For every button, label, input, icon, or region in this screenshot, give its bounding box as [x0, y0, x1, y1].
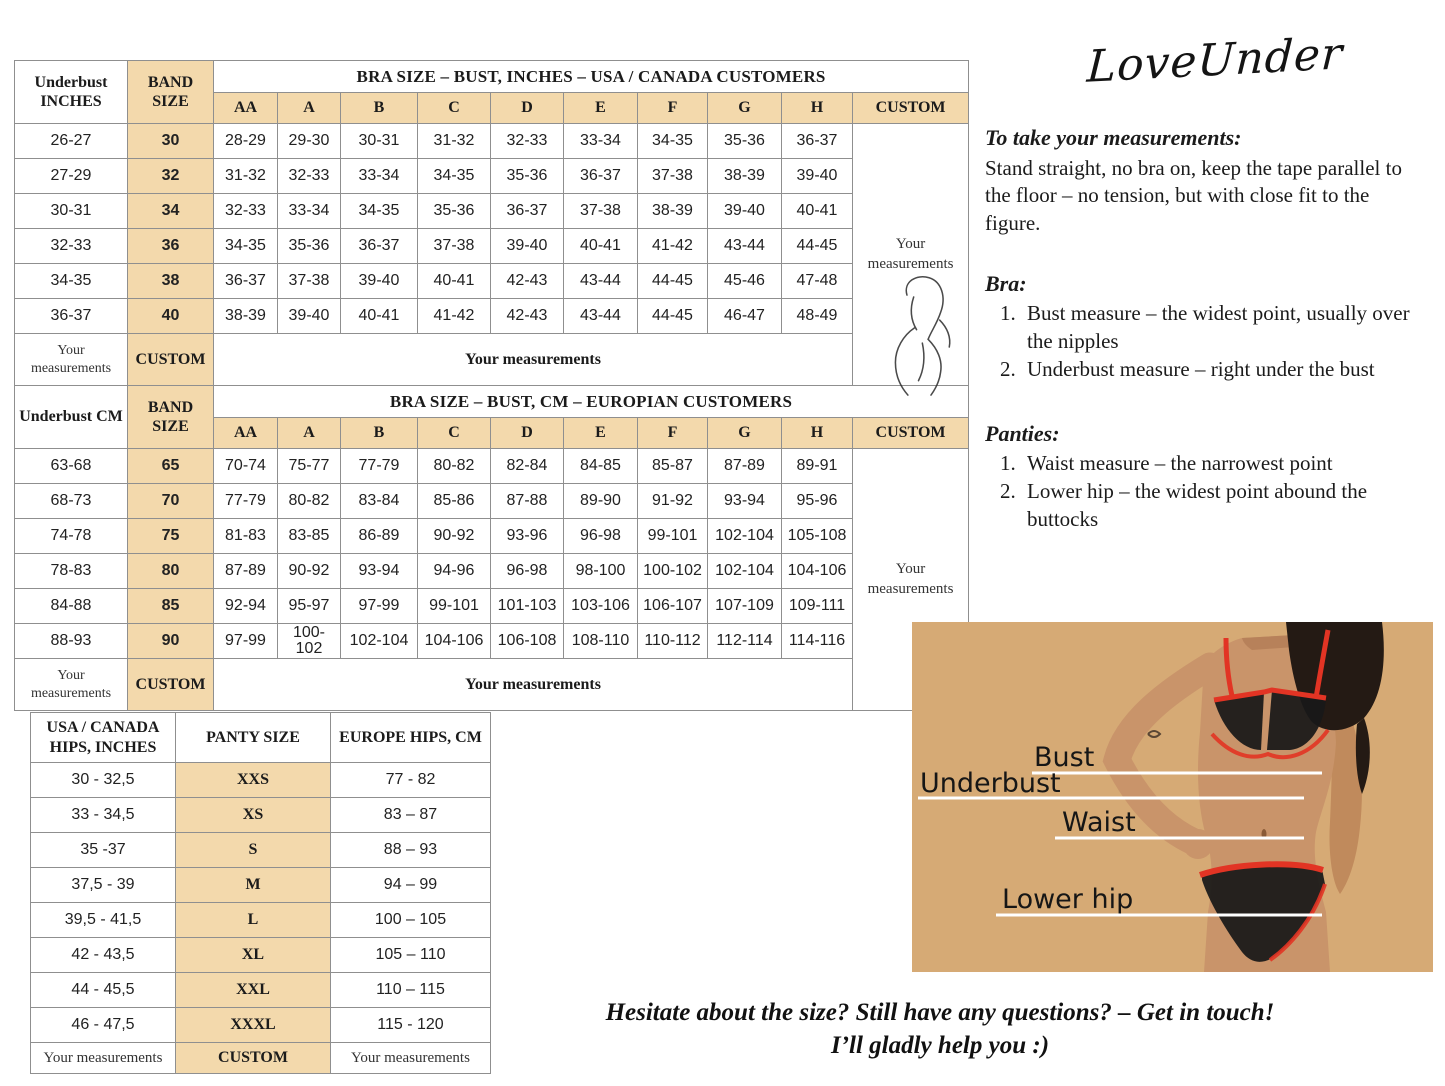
bra-size-row — [15, 299, 969, 334]
bust-label: Bust — [1034, 742, 1095, 773]
band-size-cell: 90 — [128, 624, 214, 659]
underbust-range-cell: 36-37 — [15, 299, 128, 334]
bra-size-row — [15, 449, 969, 484]
cup-bust-range-cell: 87-88 — [491, 484, 564, 519]
cup-size-header: F — [638, 93, 708, 124]
cup-bust-range-cell: 92-94 — [214, 589, 278, 624]
panty-size-row — [31, 868, 491, 903]
band-size-column-header: BAND SIZE — [128, 386, 214, 449]
cup-bust-range-cell: 32-33 — [278, 159, 341, 194]
panty-size-cell: XS — [176, 798, 331, 833]
your-measurements-cell: Your measurements — [31, 1043, 176, 1074]
measurement-guide-photo — [912, 622, 1433, 972]
cup-bust-range-cell: 93-94 — [341, 554, 418, 589]
cup-bust-range-cell: 91-92 — [638, 484, 708, 519]
bra-size-table-cm — [14, 385, 969, 711]
cup-size-header: A — [278, 418, 341, 449]
cup-bust-range-cell: 100-102 — [638, 554, 708, 589]
bra-size-row — [15, 624, 969, 659]
table-header-row — [15, 386, 969, 418]
hips-cm-cell: 77 - 82 — [331, 763, 491, 798]
cup-bust-range-cell: 44-45 — [638, 264, 708, 299]
lower-hip-label: Lower hip — [1002, 884, 1134, 915]
cup-size-header: AA — [214, 418, 278, 449]
panty-size-cell: XXL — [176, 973, 331, 1008]
bra-size-table-inches — [14, 60, 969, 386]
cup-size-header: F — [638, 418, 708, 449]
cup-bust-range-cell: 77-79 — [214, 484, 278, 519]
bra-size-row — [15, 264, 969, 299]
cup-bust-range-cell: 77-79 — [341, 449, 418, 484]
underbust-range-cell: 34-35 — [15, 264, 128, 299]
cup-bust-range-cell: 40-41 — [341, 299, 418, 334]
bra-size-row — [15, 519, 969, 554]
cup-bust-range-cell: 87-89 — [214, 554, 278, 589]
cup-bust-range-cell: 40-41 — [564, 229, 638, 264]
cup-bust-range-cell: 103-106 — [564, 589, 638, 624]
cup-bust-range-cell: 82-84 — [491, 449, 564, 484]
cup-bust-range-cell: 33-34 — [564, 124, 638, 159]
hips-cm-cell: 110 – 115 — [331, 973, 491, 1008]
contact-note — [450, 996, 1430, 1062]
cup-bust-range-cell: 39-40 — [782, 159, 853, 194]
cup-bust-range-cell: 43-44 — [564, 264, 638, 299]
cup-bust-range-cell: 98-100 — [564, 554, 638, 589]
cup-bust-range-cell: 38-39 — [638, 194, 708, 229]
band-size-cell: 38 — [128, 264, 214, 299]
band-size-cell: 75 — [128, 519, 214, 554]
cup-bust-range-cell: 34-35 — [418, 159, 491, 194]
hips-cm-cell: 115 - 120 — [331, 1008, 491, 1043]
table-footer-row — [31, 1043, 491, 1074]
cup-bust-range-cell: 31-32 — [214, 159, 278, 194]
cup-bust-range-cell: 112-114 — [708, 624, 782, 659]
instructions-heading: To take your measurements: — [985, 125, 1242, 150]
cup-bust-range-cell: 39-40 — [708, 194, 782, 229]
cup-bust-range-cell: 96-98 — [564, 519, 638, 554]
band-size-cell: 70 — [128, 484, 214, 519]
cup-size-header: B — [341, 93, 418, 124]
underbust-range-cell: 84-88 — [15, 589, 128, 624]
cup-bust-range-cell: 30-31 — [341, 124, 418, 159]
cup-size-header: G — [708, 418, 782, 449]
cup-bust-range-cell: 97-99 — [214, 624, 278, 659]
bra-size-row — [15, 484, 969, 519]
hips-inches-cell: 30 - 32,5 — [31, 763, 176, 798]
underbust-column-header: Underbust CM — [15, 386, 128, 449]
panty-size-row — [31, 973, 491, 1008]
underbust-range-cell: 74-78 — [15, 519, 128, 554]
underbust-range-cell: 30-31 — [15, 194, 128, 229]
underbust-label: Underbust — [920, 768, 1061, 799]
cup-bust-range-cell: 99-101 — [418, 589, 491, 624]
cup-size-header: E — [564, 418, 638, 449]
cup-bust-range-cell: 107-109 — [708, 589, 782, 624]
cup-bust-range-cell: 102-104 — [708, 554, 782, 589]
panty-size-cell: XXS — [176, 763, 331, 798]
cup-bust-range-cell: 39-40 — [491, 229, 564, 264]
cup-bust-range-cell: 40-41 — [418, 264, 491, 299]
custom-size-cell: CUSTOM — [176, 1043, 331, 1074]
cup-bust-range-cell: 44-45 — [638, 299, 708, 334]
cup-bust-range-cell: 37-38 — [564, 194, 638, 229]
cup-bust-range-cell: 94-96 — [418, 554, 491, 589]
bra-size-row — [15, 589, 969, 624]
hips-inches-cell: 42 - 43,5 — [31, 938, 176, 973]
cup-size-header: G — [708, 93, 782, 124]
table-title: BRA SIZE – BUST, INCHES – USA / CANADA CUSTOMERS — [214, 61, 969, 93]
cup-bust-range-cell: 80-82 — [418, 449, 491, 484]
cup-bust-range-cell: 46-47 — [708, 299, 782, 334]
band-size-cell: 40 — [128, 299, 214, 334]
cup-bust-range-cell: 36-37 — [782, 124, 853, 159]
cup-bust-range-cell: 96-98 — [491, 554, 564, 589]
hips-cm-cell: 94 – 99 — [331, 868, 491, 903]
underbust-range-cell: 68-73 — [15, 484, 128, 519]
cup-size-header: B — [341, 418, 418, 449]
cup-bust-range-cell: 90-92 — [418, 519, 491, 554]
cup-bust-range-cell: 83-85 — [278, 519, 341, 554]
bra-size-row — [15, 194, 969, 229]
cup-bust-range-cell: 108-110 — [564, 624, 638, 659]
custom-column-header: CUSTOM — [853, 93, 969, 124]
cup-bust-range-cell: 104-106 — [782, 554, 853, 589]
panty-size-row — [31, 833, 491, 868]
cup-bust-range-cell: 43-44 — [708, 229, 782, 264]
cup-bust-range-cell: 114-116 — [782, 624, 853, 659]
cup-size-header: D — [491, 93, 564, 124]
panties-section-heading: Panties: — [985, 420, 1060, 446]
band-size-cell: 80 — [128, 554, 214, 589]
cup-bust-range-cell: 85-87 — [638, 449, 708, 484]
female-back-sketch — [866, 272, 971, 397]
your-measurements-cell: Your measurements — [15, 659, 128, 711]
contact-note-line1: Hesitate about the size? Still have any questions? – Get in touch! — [605, 999, 1275, 1026]
hips-cm-cell: 83 – 87 — [331, 798, 491, 833]
your-measurements-cell: Your measurements — [331, 1043, 491, 1074]
cup-bust-range-cell: 95-97 — [278, 589, 341, 624]
cup-bust-range-cell: 42-43 — [491, 299, 564, 334]
cup-bust-range-cell: 89-91 — [782, 449, 853, 484]
hips-inches-cell: 35 -37 — [31, 833, 176, 868]
band-size-column-header: BAND SIZE — [128, 61, 214, 124]
cup-bust-range-cell: 90-92 — [278, 554, 341, 589]
hips-inches-header: USA / CANADA HIPS, INCHES — [31, 713, 176, 763]
cup-bust-range-cell: 34-35 — [638, 124, 708, 159]
cup-bust-range-cell: 109-111 — [782, 589, 853, 624]
cup-bust-range-cell: 110-112 — [638, 624, 708, 659]
bra-size-row — [15, 124, 969, 159]
underbust-column-header: Underbust INCHES — [15, 61, 128, 124]
bra-size-row — [15, 554, 969, 589]
cup-bust-range-cell: 105-108 — [782, 519, 853, 554]
brand-logo: LoveUnder — [1085, 28, 1345, 93]
cup-bust-range-cell: 70-74 — [214, 449, 278, 484]
measurement-instructions — [985, 124, 1417, 569]
cup-size-header: H — [782, 93, 853, 124]
list-item: 1. Bust measure – the widest point, usually over the nipples — [1021, 300, 1417, 355]
panty-size-row — [31, 903, 491, 938]
custom-column-header: CUSTOM — [853, 418, 969, 449]
panty-size-cell: XXXL — [176, 1008, 331, 1043]
cup-bust-range-cell: 75-77 — [278, 449, 341, 484]
bra-measure-list — [985, 300, 1417, 383]
cup-bust-range-cell: 35-36 — [278, 229, 341, 264]
list-item: 2. Underbust measure – right under the bust — [1021, 356, 1417, 384]
cup-bust-range-cell: 36-37 — [564, 159, 638, 194]
cup-bust-range-cell: 33-34 — [278, 194, 341, 229]
table-footer-row — [15, 659, 969, 711]
cup-bust-range-cell: 104-106 — [418, 624, 491, 659]
cup-bust-range-cell: 39-40 — [278, 299, 341, 334]
table-header-row — [31, 713, 491, 763]
table-header-row — [15, 61, 969, 93]
cup-bust-range-cell: 29-30 — [278, 124, 341, 159]
cup-size-header: A — [278, 93, 341, 124]
cup-bust-range-cell: 38-39 — [214, 299, 278, 334]
band-size-cell: 32 — [128, 159, 214, 194]
cup-size-header: AA — [214, 93, 278, 124]
cup-bust-range-cell: 36-37 — [491, 194, 564, 229]
cup-bust-range-cell: 86-89 — [341, 519, 418, 554]
panty-size-cell: S — [176, 833, 331, 868]
hips-inches-cell: 33 - 34,5 — [31, 798, 176, 833]
cup-bust-range-cell: 33-34 — [341, 159, 418, 194]
underbust-range-cell: 63-68 — [15, 449, 128, 484]
cup-bust-range-cell: 100-102 — [278, 624, 341, 659]
cup-bust-range-cell: 83-84 — [341, 484, 418, 519]
cup-bust-range-cell: 95-96 — [782, 484, 853, 519]
panty-size-row — [31, 763, 491, 798]
underbust-range-cell: 78-83 — [15, 554, 128, 589]
cup-bust-range-cell: 93-96 — [491, 519, 564, 554]
table-footer-row — [15, 334, 969, 386]
hips-cm-cell: 105 – 110 — [331, 938, 491, 973]
list-item: 1. Waist measure – the narrowest point — [1021, 450, 1417, 478]
cup-size-header: H — [782, 418, 853, 449]
cup-size-header: E — [564, 93, 638, 124]
bra-size-row — [15, 229, 969, 264]
cup-size-header: D — [491, 418, 564, 449]
panty-size-row — [31, 1008, 491, 1043]
cup-bust-range-cell: 101-103 — [491, 589, 564, 624]
underbust-range-cell: 88-93 — [15, 624, 128, 659]
panties-measure-list — [985, 450, 1417, 533]
cup-bust-range-cell: 40-41 — [782, 194, 853, 229]
cup-bust-range-cell: 87-89 — [708, 449, 782, 484]
cup-bust-range-cell: 84-85 — [564, 449, 638, 484]
underbust-range-cell: 32-33 — [15, 229, 128, 264]
cup-bust-range-cell: 35-36 — [418, 194, 491, 229]
cup-bust-range-cell: 47-48 — [782, 264, 853, 299]
hips-inches-cell: 37,5 - 39 — [31, 868, 176, 903]
panty-size-row — [31, 938, 491, 973]
hips-inches-cell: 39,5 - 41,5 — [31, 903, 176, 938]
cup-bust-range-cell: 97-99 — [341, 589, 418, 624]
cup-bust-range-cell: 89-90 — [564, 484, 638, 519]
band-size-cell: 36 — [128, 229, 214, 264]
table-title: BRA SIZE – BUST, CM – EUROPIAN CUSTOMERS — [214, 386, 969, 418]
instructions-body: Stand straight, no bra on, keep the tape parallel to the floor – no tension, but with close fit to the figure. — [985, 155, 1402, 236]
cup-bust-range-cell: 36-37 — [341, 229, 418, 264]
cup-bust-range-cell: 106-108 — [491, 624, 564, 659]
cup-bust-range-cell: 106-107 — [638, 589, 708, 624]
cup-bust-range-cell: 93-94 — [708, 484, 782, 519]
cup-bust-range-cell: 34-35 — [341, 194, 418, 229]
panty-size-cell: M — [176, 868, 331, 903]
your-measurements-merged-cell: Your measurements — [214, 334, 853, 386]
your-measurements-cell: Your measurements — [15, 334, 128, 386]
cup-bust-range-cell: 32-33 — [214, 194, 278, 229]
band-size-cell: 65 — [128, 449, 214, 484]
cup-bust-range-cell: 32-33 — [491, 124, 564, 159]
cup-bust-range-cell: 81-83 — [214, 519, 278, 554]
cup-bust-range-cell: 99-101 — [638, 519, 708, 554]
cup-bust-range-cell: 48-49 — [782, 299, 853, 334]
cup-bust-range-cell: 31-32 — [418, 124, 491, 159]
cup-bust-range-cell: 36-37 — [214, 264, 278, 299]
your-measurements-label: Your measurements — [867, 236, 954, 272]
bra-section-heading: Bra: — [985, 270, 1027, 296]
list-item: 2. Lower hip – the widest point abound the buttocks — [1021, 478, 1417, 533]
panty-size-row — [31, 798, 491, 833]
panty-size-cell: XL — [176, 938, 331, 973]
waist-label: Waist — [1062, 807, 1136, 838]
cup-bust-range-cell: 102-104 — [708, 519, 782, 554]
cup-bust-range-cell: 37-38 — [638, 159, 708, 194]
hips-inches-cell: 46 - 47,5 — [31, 1008, 176, 1043]
cup-bust-range-cell: 41-42 — [638, 229, 708, 264]
panty-size-header: PANTY SIZE — [176, 713, 331, 763]
hips-cm-cell: 88 – 93 — [331, 833, 491, 868]
custom-band-cell: CUSTOM — [128, 334, 214, 386]
cup-bust-range-cell: 45-46 — [708, 264, 782, 299]
panty-size-cell: L — [176, 903, 331, 938]
your-measurements-label: Your measurements — [867, 561, 954, 597]
cup-bust-range-cell: 102-104 — [341, 624, 418, 659]
underbust-range-cell: 27-29 — [15, 159, 128, 194]
cup-bust-range-cell: 28-29 — [214, 124, 278, 159]
cup-size-header: C — [418, 93, 491, 124]
hips-cm-header: EUROPE HIPS, CM — [331, 713, 491, 763]
band-size-cell: 30 — [128, 124, 214, 159]
band-size-cell: 85 — [128, 589, 214, 624]
cup-bust-range-cell: 80-82 — [278, 484, 341, 519]
cup-bust-range-cell: 39-40 — [341, 264, 418, 299]
hips-cm-cell: 100 – 105 — [331, 903, 491, 938]
your-measurements-merged-cell: Your measurements — [214, 659, 853, 711]
underbust-range-cell: 26-27 — [15, 124, 128, 159]
cup-bust-range-cell: 42-43 — [491, 264, 564, 299]
cup-bust-range-cell: 35-36 — [491, 159, 564, 194]
bra-size-row — [15, 159, 969, 194]
cup-bust-range-cell: 44-45 — [782, 229, 853, 264]
cup-bust-range-cell: 41-42 — [418, 299, 491, 334]
cup-bust-range-cell: 38-39 — [708, 159, 782, 194]
cup-bust-range-cell: 34-35 — [214, 229, 278, 264]
cup-size-header: C — [418, 418, 491, 449]
cup-bust-range-cell: 37-38 — [278, 264, 341, 299]
contact-note-line2: I’ll gladly help you :) — [830, 1032, 1050, 1059]
cup-bust-range-cell: 37-38 — [418, 229, 491, 264]
cup-bust-range-cell: 85-86 — [418, 484, 491, 519]
cup-bust-range-cell: 43-44 — [564, 299, 638, 334]
cup-bust-range-cell: 35-36 — [708, 124, 782, 159]
custom-band-cell: CUSTOM — [128, 659, 214, 711]
panty-size-table — [30, 712, 491, 1074]
band-size-cell: 34 — [128, 194, 214, 229]
hips-inches-cell: 44 - 45,5 — [31, 973, 176, 1008]
